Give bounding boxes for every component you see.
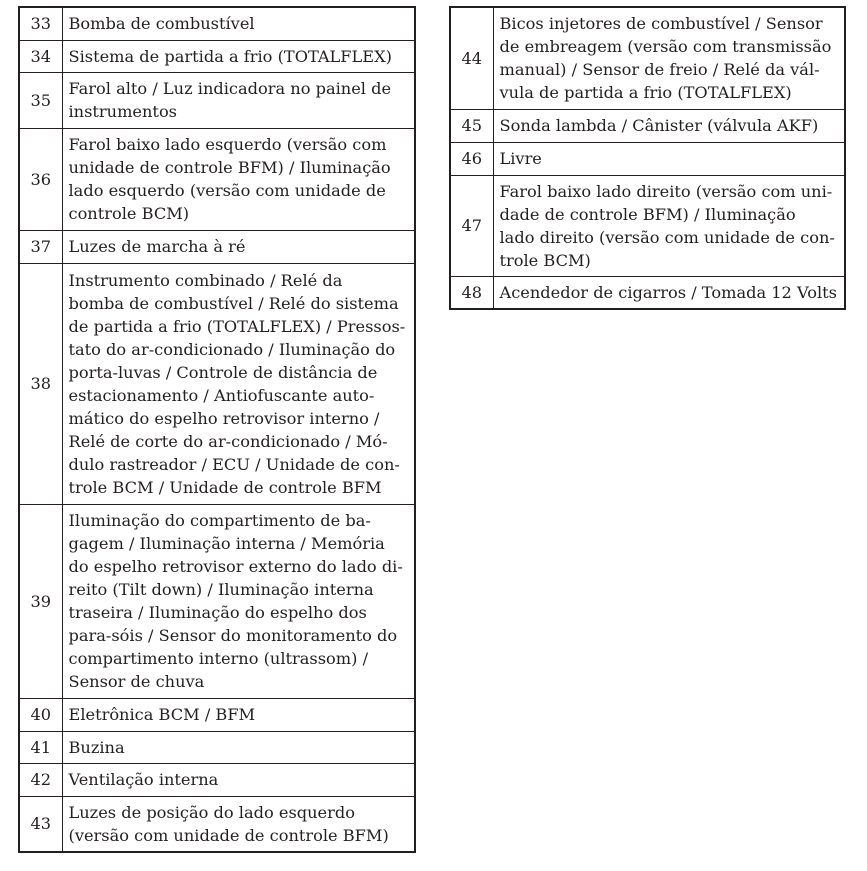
description-line: Bomba de combustível bbox=[68, 14, 255, 34]
fuse-row bbox=[450, 7, 845, 109]
description-line: traseira / Iluminação do espelho dos bbox=[68, 603, 367, 622]
fuse-description bbox=[62, 7, 415, 40]
description-line: Buzina bbox=[68, 737, 125, 757]
fuse-number: 40 bbox=[19, 698, 62, 731]
description-line: Iluminação do compartimento de ba- bbox=[68, 511, 371, 530]
description-line: Sensor de chuva bbox=[68, 672, 205, 691]
description-line: Farol baixo lado esquerdo (versão com bbox=[68, 135, 387, 154]
description-line: tato do ar-condicionado / Iluminação do bbox=[68, 339, 396, 359]
fuse-row bbox=[19, 763, 415, 796]
description-line: Acendedor de cigarros / Tomada 12 Volts bbox=[499, 282, 837, 302]
description-line: de partida a frio (TOTALFLEX) / Pressos- bbox=[68, 316, 406, 336]
description-line: Sistema de partida a frio (TOTALFLEX) bbox=[68, 46, 392, 66]
description-line: de embreagem (versão com transmissão bbox=[499, 37, 832, 57]
description-line: vula de partida a frio (TOTALFLEX) bbox=[499, 83, 792, 103]
description-line: Luzes de marcha à ré bbox=[68, 237, 246, 256]
fuse-description bbox=[62, 504, 415, 698]
fuse-row bbox=[19, 40, 415, 72]
description-line: Livre bbox=[499, 149, 542, 168]
fuse-row bbox=[450, 109, 845, 142]
fuse-number: 47 bbox=[450, 175, 493, 276]
fuse-number: 44 bbox=[450, 7, 493, 109]
description-line: instrumentos bbox=[68, 102, 177, 121]
description-line: reito (Tilt down) / Iluminação interna bbox=[68, 580, 374, 599]
fuse-row bbox=[19, 796, 415, 852]
description-line: dade de controle BFM) / Iluminação bbox=[499, 204, 796, 224]
fuse-description bbox=[62, 263, 415, 504]
fuse-row bbox=[19, 504, 415, 698]
fuse-number: 43 bbox=[19, 796, 62, 852]
description-line: controle BCM) bbox=[68, 204, 190, 223]
fuse-row bbox=[19, 698, 415, 731]
description-line: estacionamento / Antiofuscante auto- bbox=[68, 385, 375, 405]
description-line: Eletrônica BCM / BFM bbox=[68, 705, 256, 724]
fuse-row bbox=[450, 142, 845, 175]
description-line: do espelho retrovisor externo do lado di- bbox=[68, 557, 403, 576]
fuse-description bbox=[493, 7, 845, 109]
description-line: bomba de combustível / Relé do sistema bbox=[68, 293, 399, 313]
fuse-description bbox=[493, 109, 845, 142]
fuse-number: 46 bbox=[450, 142, 493, 175]
description-line: lado esquerdo (versão com unidade de bbox=[68, 181, 386, 200]
fuse-number: 34 bbox=[19, 40, 62, 72]
fuse-number: 39 bbox=[19, 504, 62, 698]
fuse-number: 37 bbox=[19, 230, 62, 263]
fuse-description bbox=[493, 175, 845, 276]
description-line: trole BCM) bbox=[499, 250, 591, 270]
fuse-description bbox=[62, 40, 415, 72]
fuse-row bbox=[19, 230, 415, 263]
description-line: manual) / Sensor de freio / Relé da vál- bbox=[499, 60, 820, 80]
fuse-number: 38 bbox=[19, 263, 62, 504]
description-line: lado direito (versão com unidade de con- bbox=[499, 227, 835, 247]
fuse-number: 33 bbox=[19, 7, 62, 40]
fuse-description bbox=[62, 731, 415, 763]
description-line: Instrumento combinado / Relé da bbox=[68, 270, 343, 290]
fuse-row bbox=[19, 731, 415, 763]
fuse-row bbox=[19, 263, 415, 504]
fuse-row bbox=[19, 128, 415, 230]
fuse-description bbox=[62, 698, 415, 731]
fuse-description bbox=[493, 142, 845, 175]
fuse-description bbox=[62, 230, 415, 263]
fuse-description bbox=[62, 763, 415, 796]
description-line: Relé de corte do ar-condicionado / Mó- bbox=[68, 431, 388, 451]
fuse-description bbox=[62, 796, 415, 852]
description-line: Sonda lambda / Cânister (válvula AKF) bbox=[499, 116, 819, 135]
description-line: trole BCM / Unidade de controle BFM bbox=[68, 477, 382, 497]
description-line: (versão com unidade de controle BFM) bbox=[68, 825, 389, 845]
description-line: dulo rastreador / ECU / Unidade de con- bbox=[68, 454, 400, 474]
fuse-number: 41 bbox=[19, 731, 62, 763]
fuse-row bbox=[450, 175, 845, 276]
description-line: Farol baixo lado direito (versão com uni- bbox=[499, 181, 833, 201]
description-line: Farol alto / Luz indicadora no painel de bbox=[68, 79, 392, 98]
fuse-description bbox=[493, 276, 845, 309]
description-line: Ventilação interna bbox=[68, 770, 219, 789]
fuse-description bbox=[62, 128, 415, 230]
fuse-number: 48 bbox=[450, 276, 493, 309]
fuse-number: 42 bbox=[19, 763, 62, 796]
fuse-row bbox=[450, 276, 845, 309]
description-line: Bicos injetores de combustível / Sensor bbox=[499, 14, 823, 34]
fuse-table-right bbox=[449, 6, 846, 310]
description-line: para-sóis / Sensor do monitoramento do bbox=[68, 626, 398, 645]
description-line: porta-luvas / Controle de distância de bbox=[68, 362, 378, 382]
fuse-description bbox=[62, 72, 415, 128]
description-line: gagem / Iluminação interna / Memória bbox=[68, 534, 385, 553]
fuse-number: 45 bbox=[450, 109, 493, 142]
fuse-number: 36 bbox=[19, 128, 62, 230]
fuse-row bbox=[19, 72, 415, 128]
fuse-table-left bbox=[18, 6, 416, 853]
fuse-number: 35 bbox=[19, 72, 62, 128]
description-line: mático do espelho retrovisor interno / bbox=[68, 408, 380, 428]
fuse-row bbox=[19, 7, 415, 40]
description-line: unidade de controle BFM) / Iluminação bbox=[68, 158, 391, 177]
description-line: Luzes de posição do lado esquerdo bbox=[68, 802, 355, 822]
description-line: compartimento interno (ultrassom) / bbox=[68, 649, 369, 668]
